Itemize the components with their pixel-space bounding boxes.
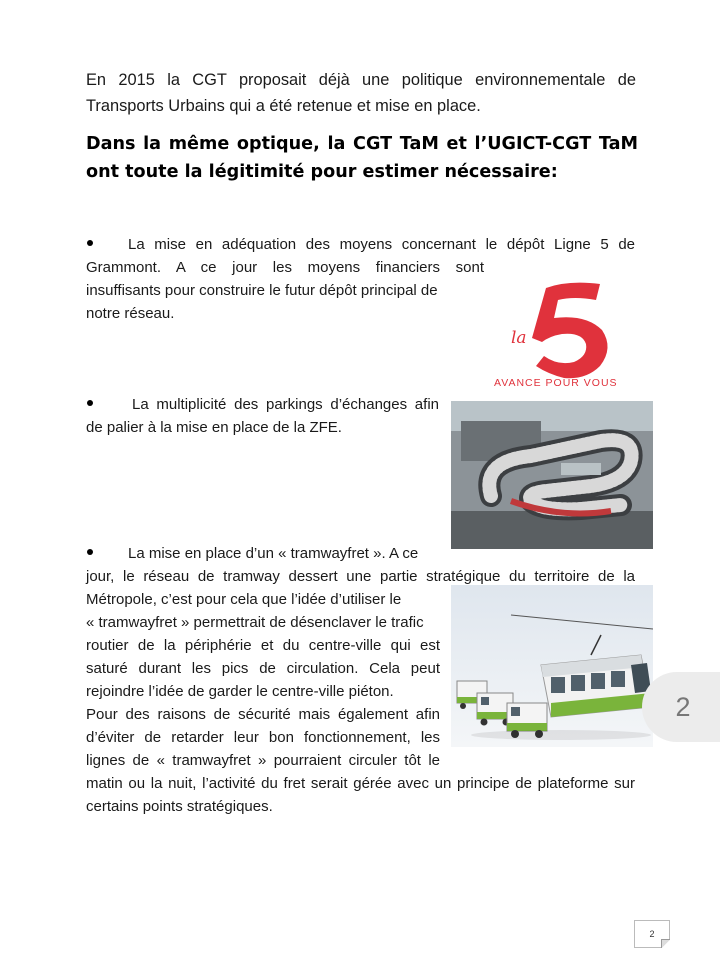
page-number-box	[634, 920, 670, 948]
section-heading: Dans la même optique, la CGT TaM et l’UGICT-CGT TaM ont toute la légitimité pour estimer nécessaire:	[86, 134, 638, 182]
bullet3-line-3: Métropole, c’est pour cela que l’idée d’utiliser le	[86, 591, 402, 608]
bullet1-line-2: Grammont. A ce jour les moyens financiers sont	[86, 259, 484, 276]
bullet2-line-1: La multiplicité des parkings d’échanges afin	[132, 396, 439, 413]
bullet1-line-1: La mise en adéquation des moyens concernant le dépôt Ligne 5 de	[128, 236, 635, 253]
bullet3-line-9: d’éviter de retarder leur bon fonctionnement, les	[86, 729, 440, 746]
parking-photo	[451, 401, 653, 549]
bullet1-line-4: notre réseau.	[86, 305, 175, 322]
page-indicator-number: 2	[675, 691, 691, 722]
bullet3-line-2: jour, le réseau de tramway dessert une partie stratégique du territoire de la	[86, 568, 635, 585]
bullet3-line-5: routier de la périphérie et du centre-ville qui est	[86, 637, 440, 654]
bullet3-line-7: rejoindre l’idée de garder le centre-ville piéton.	[86, 683, 394, 700]
bullet2-line-2: de palier à la mise en place de la ZFE.	[86, 419, 342, 436]
bullet3-line-6: saturé durant les pics de circulation. Cela peut	[86, 660, 440, 677]
logo-five-shape	[532, 283, 608, 379]
ligne-5-logo	[488, 270, 638, 395]
page-fold-icon	[661, 939, 670, 948]
bullet3-line-11: matin ou la nuit, l’activité du fret serait gérée avec un principe de plateforme sur	[86, 775, 635, 792]
bullet-dot-3	[87, 549, 93, 555]
bullet3-line-10: lignes de « tramwayfret » pourraient circuler tôt le	[86, 752, 440, 769]
logo-tagline: AVANCE POUR VOUS	[494, 377, 618, 389]
bullet-dot-1	[87, 240, 93, 246]
bullet3-line-4: « tramwayfret » permettrait de désenclaver le trafic	[86, 614, 424, 631]
bullet3-line-1: La mise en place d’un « tramwayfret ». A ce	[128, 545, 419, 562]
logo-la-text: la	[511, 328, 527, 348]
bullet-dot-2	[87, 400, 93, 406]
page-number: 2	[649, 929, 655, 939]
intro-paragraph: En 2015 la CGT proposait déjà une politique environnementale de Transports Urbains qui a été retenue et mise en place.	[86, 71, 636, 115]
page-indicator-bubble[interactable]	[642, 672, 720, 742]
tramwayfret-illustration	[451, 585, 653, 747]
bullet3-line-8: Pour des raisons de sécurité mais également afin	[86, 706, 440, 723]
bullet3-line-12: certains points stratégiques.	[86, 798, 273, 815]
bullet1-line-3: insuffisants pour construire le futur dépôt principal de	[86, 282, 438, 299]
